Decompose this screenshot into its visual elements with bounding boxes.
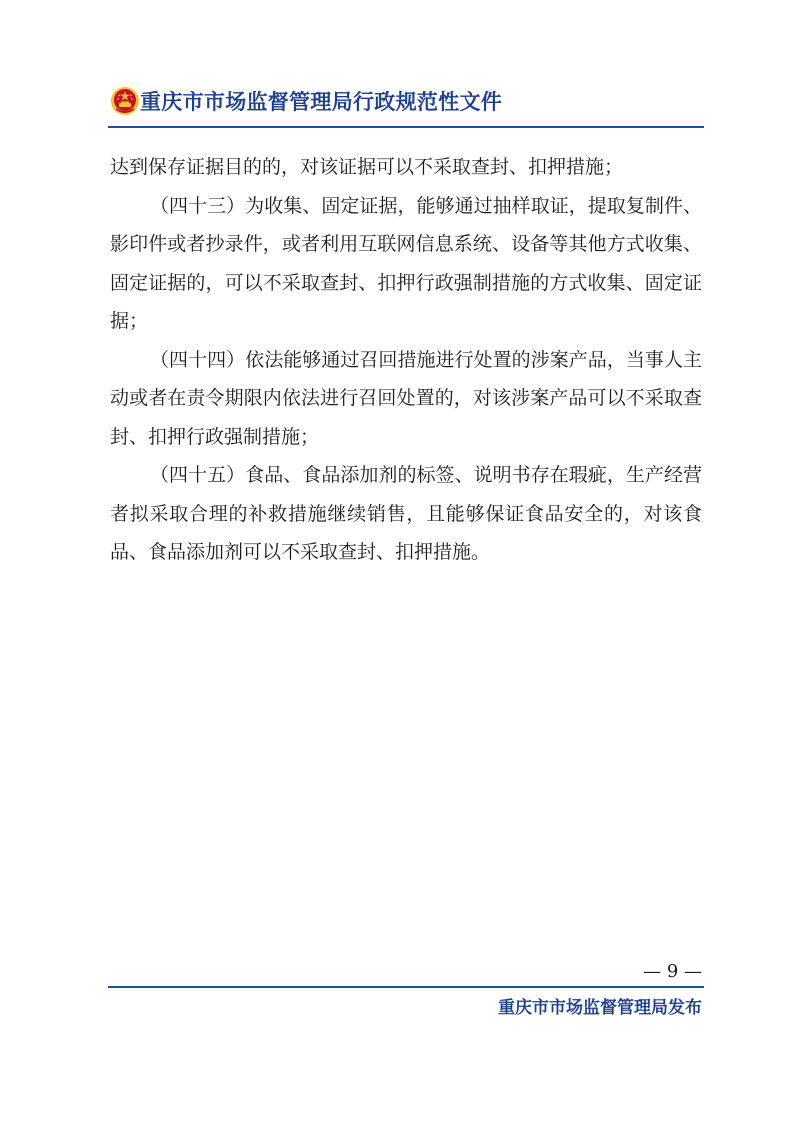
paragraph-item-44: （四十四）依法能够通过召回措施进行处置的涉案产品，当事人主动或者在责令期限内依法进行召回处置的，对该涉案产品可以不采取查封、扣押行政强制措施； [110, 348, 702, 448]
document-header [108, 84, 704, 130]
paragraph-continuation: 达到保存证据目的的，对该证据可以不采取查封、扣押措施； [110, 156, 624, 178]
header-title: 重庆市市场监督管理局行政规范性文件 [140, 90, 503, 114]
page-number: — 9 — [643, 961, 702, 982]
paragraph-item-45: （四十五）食品、食品添加剂的标签、说明书存在瑕疵，生产经营者拟采取合理的补救措施继续销售，且能够保证食品安全的，对该食品、食品添加剂可以不采取查封、扣押措施。 [110, 464, 702, 563]
paragraph-item-43: （四十三）为收集、固定证据，能够通过抽样取证，提取复制件、影印件或者抄录件，或者利用互联网信息系统、设备等其他方式收集、固定证据的，可以不采取查封、扣押行政强制措施的方式收集、固定证据； [110, 194, 702, 332]
footer-publisher: 重庆市市场监督管理局发布 [498, 998, 702, 1018]
document-body [110, 148, 702, 572]
header-divider [108, 126, 704, 128]
footer-divider [108, 986, 704, 988]
national-emblem-icon [110, 86, 140, 116]
